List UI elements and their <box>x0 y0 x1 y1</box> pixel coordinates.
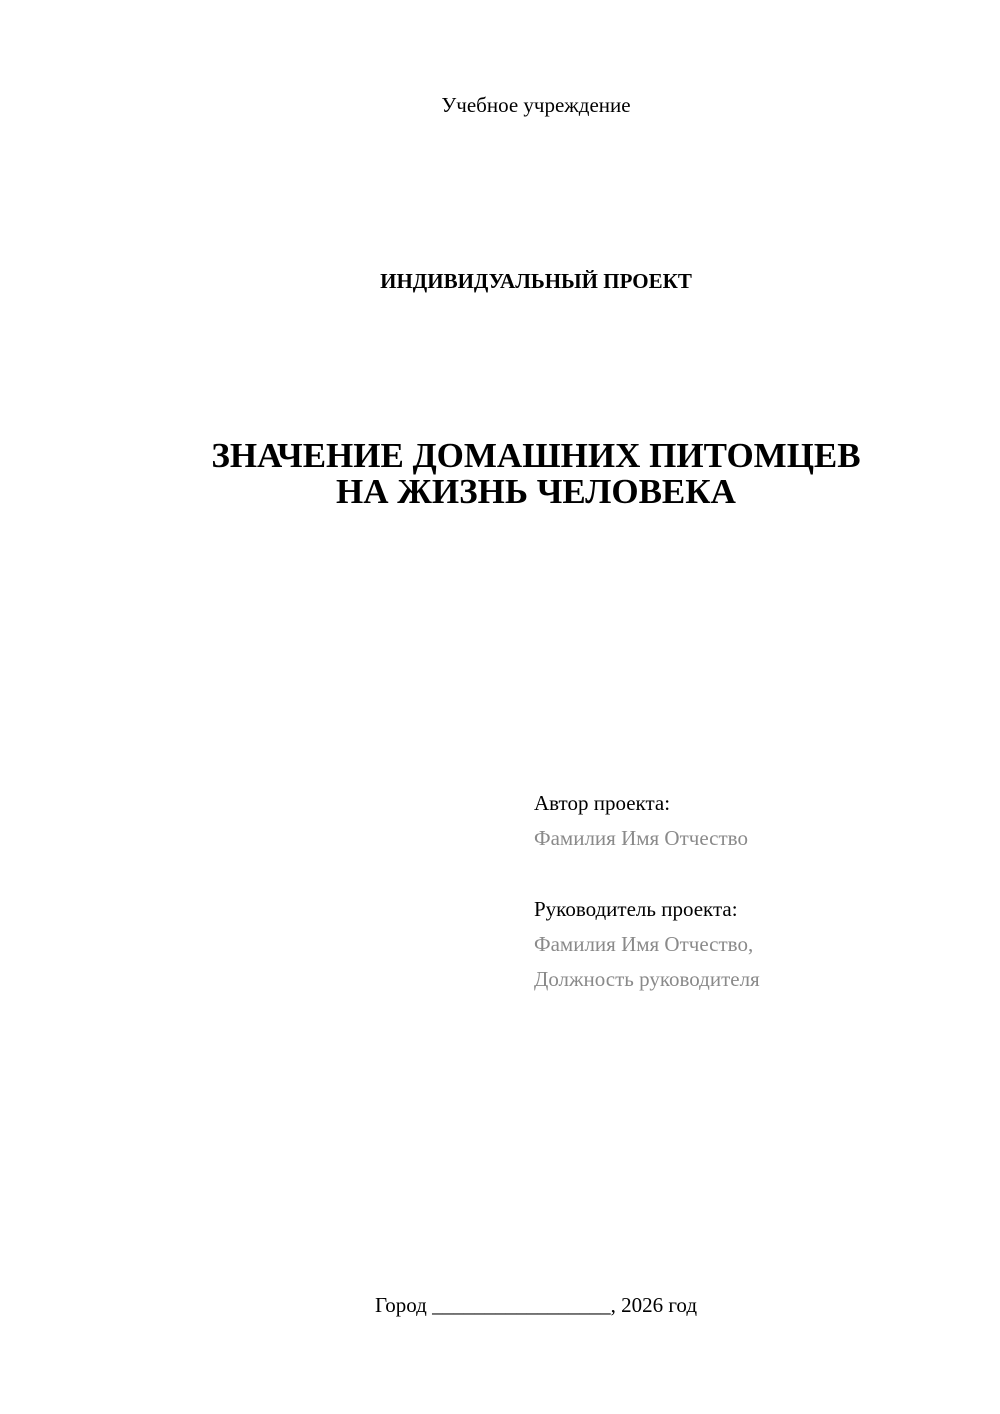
supervisor-position: Должность руководителя <box>534 967 760 991</box>
institution-name: Учебное учреждение <box>441 93 631 117</box>
supervisor-name: Фамилия Имя Отчество, <box>534 932 754 956</box>
project-title <box>0 438 1000 510</box>
city-year-line: Город _________________, 2026 год <box>374 1293 698 1317</box>
project-title-line-1: ЗНАЧЕНИЕ ДОМАШНИХ ПИТОМЦЕВ <box>211 436 861 475</box>
author-label: Автор проекта: <box>534 791 671 815</box>
supervisor-label: Руководитель проекта: <box>534 897 738 921</box>
document-type: ИНДИВИДУАЛЬНЫЙ ПРОЕКТ <box>380 269 692 293</box>
project-title-line-2: НА ЖИЗНЬ ЧЕЛОВЕКА <box>336 472 736 511</box>
author-name: Фамилия Имя Отчество <box>534 826 748 850</box>
